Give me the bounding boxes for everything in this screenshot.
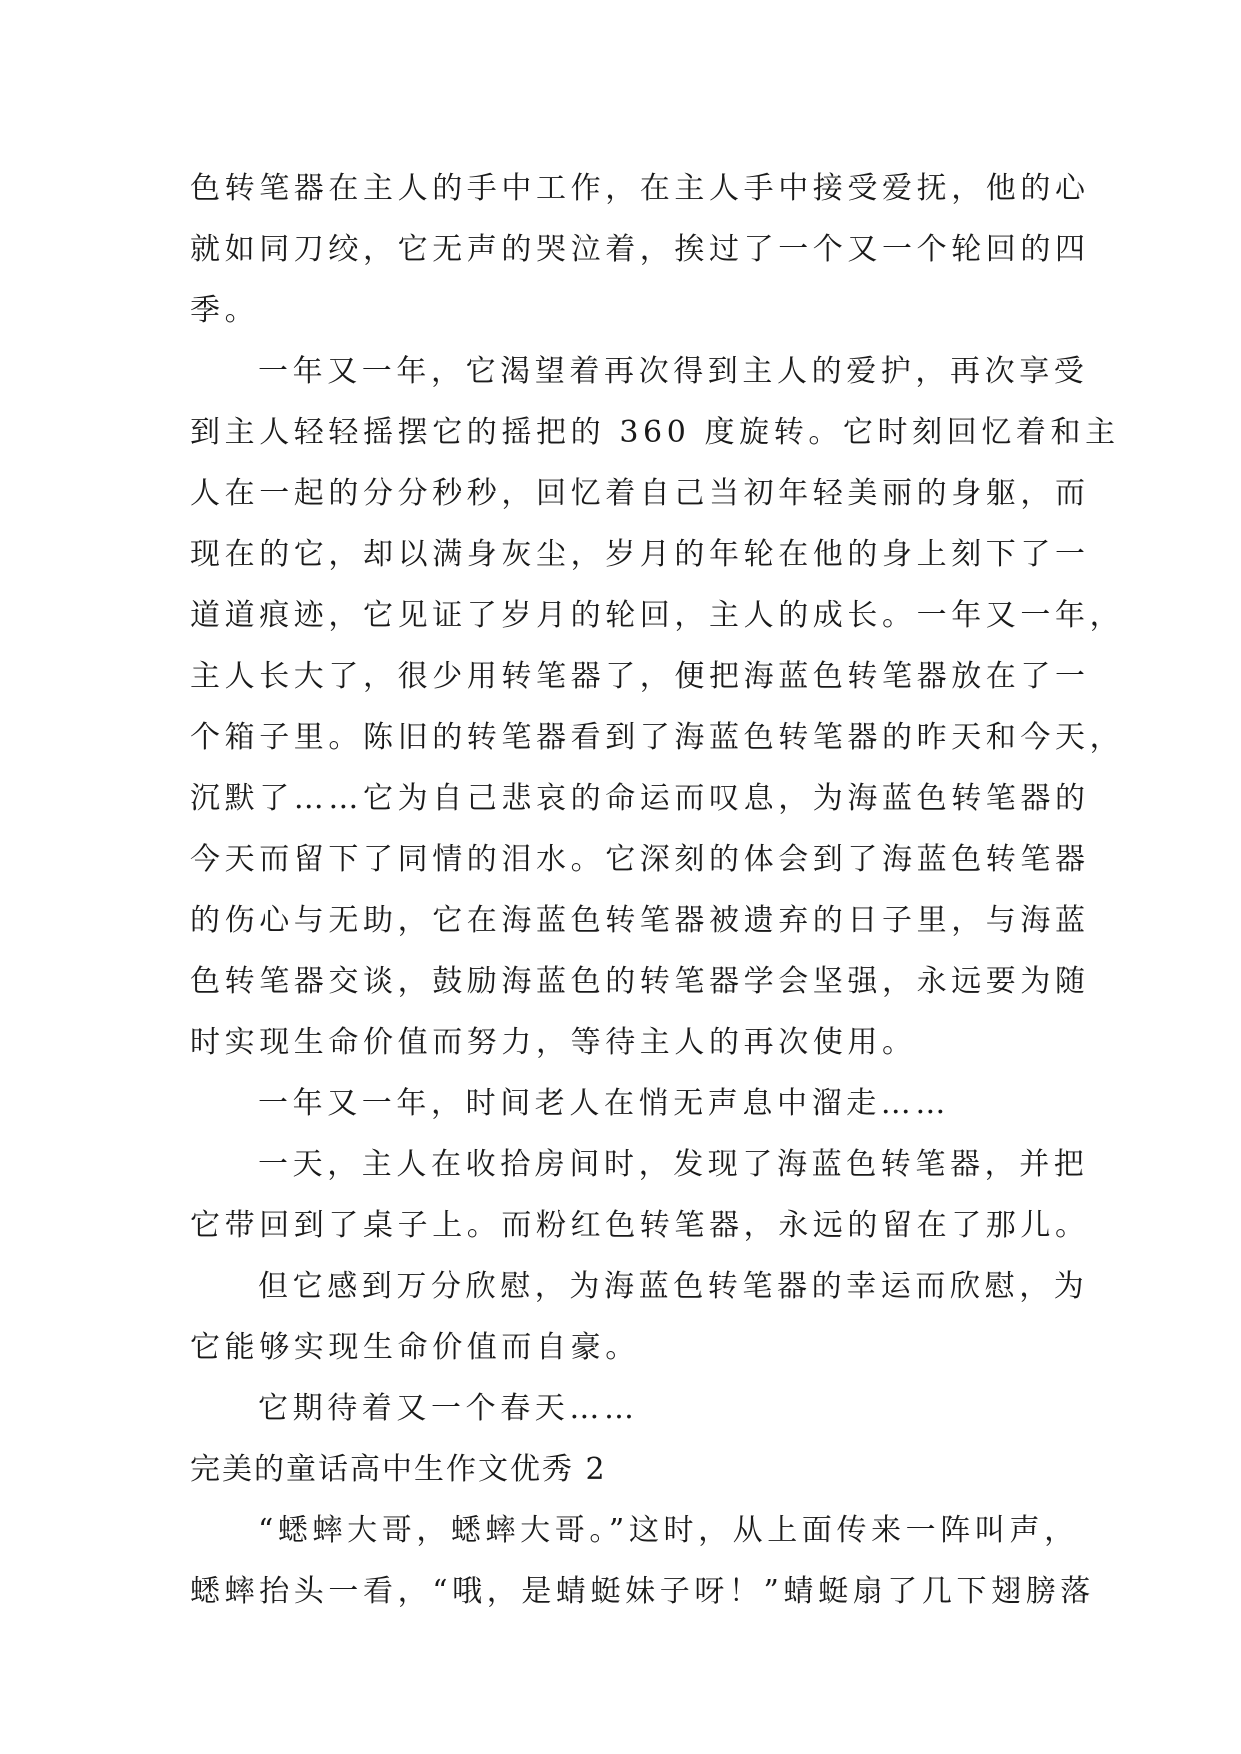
text-line: 就如同刀绞，它无声的哭泣着，挨过了一个又一个轮回的四: [190, 232, 1090, 267]
text-line: 它带回到了桌子上。而粉红色转笔器，永远的留在了那儿。: [190, 1208, 1090, 1243]
paragraph-start-line: 但它感到万分欣慰，为海蓝色转笔器的幸运而欣慰，为: [258, 1269, 1089, 1304]
text-line: 今天而留下了同情的泪水。它深刻的体会到了海蓝色转笔器: [190, 842, 1090, 877]
text-line: 到主人轻轻摇摆它的摇把的 360 度旋转。它时刻回忆着和主: [190, 415, 1120, 450]
document-body: [190, 158, 1125, 1622]
text-line: 时实现生命价值而努力，等待主人的再次使用。: [190, 1025, 917, 1060]
text-line: 色转笔器在主人的手中工作，在主人手中接受爱抚，他的心: [190, 171, 1090, 206]
paragraph-start-line: 一年又一年，它渴望着再次得到主人的爱护，再次享受: [258, 354, 1089, 389]
text-line: 色转笔器交谈，鼓励海蓝色的转笔器学会坚强，永远要为随: [190, 964, 1090, 999]
text-line: 个箱子里。陈旧的转笔器看到了海蓝色转笔器的昨天和今天，: [190, 720, 1125, 755]
paragraph-start-line: 它期待着又一个春天……: [258, 1391, 639, 1426]
text-line: 季。: [190, 293, 260, 328]
text-line: 现在的它，却以满身灰尘，岁月的年轮在他的身上刻下了一: [190, 537, 1090, 572]
text-line: 它能够实现生命价值而自豪。: [190, 1330, 640, 1365]
text-line: 道道痕迹，它见证了岁月的轮回，主人的成长。一年又一年，: [190, 598, 1125, 633]
paragraph-start-line: “蟋蟀大哥，蟋蟀大哥。”这时，从上面传来一阵叫声，: [258, 1513, 1079, 1548]
text-line: 沉默了……它为自己悲哀的命运而叹息，为海蓝色转笔器的: [190, 781, 1090, 816]
section-heading: 完美的童话高中生作文优秀 2: [190, 1452, 607, 1487]
text-line: 人在一起的分分秒秒，回忆着自己当初年轻美丽的身躯，而: [190, 476, 1090, 511]
text-line: 的伤心与无助，它在海蓝色转笔器被遗弃的日子里，与海蓝: [190, 903, 1090, 938]
text-line: 蟋蟀抬头一看，“哦，是蜻蜓妹子呀！”蜻蜓扇了几下翅膀落: [190, 1574, 1095, 1609]
paragraph-start-line: 一年又一年，时间老人在悄无声息中溜走……: [258, 1086, 950, 1121]
text-line: 主人长大了，很少用转笔器了，便把海蓝色转笔器放在了一: [190, 659, 1090, 694]
paragraph-start-line: 一天，主人在收拾房间时，发现了海蓝色转笔器，并把: [258, 1147, 1089, 1182]
